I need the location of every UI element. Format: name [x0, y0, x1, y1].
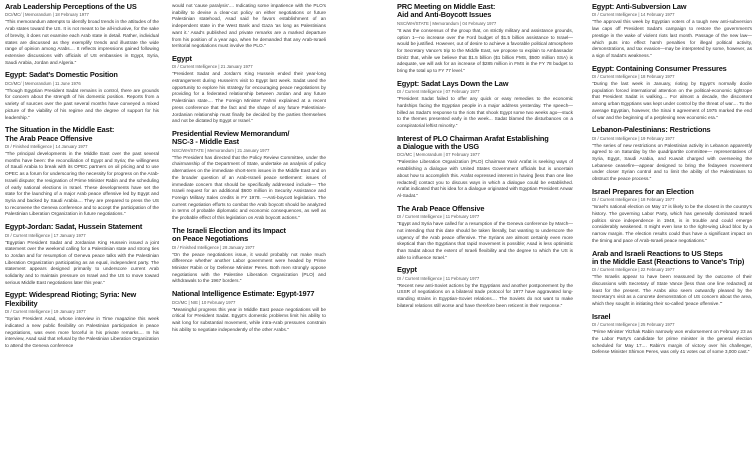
entry-meta: DI / Current Intelligence | 19 January 1977	[5, 309, 86, 315]
entry-body: would not 'cause paralysis'.... Indicating some impatience with the PLO's inability to devise a clear-cut policy on either negotiations or future Palestinian statehood, Asad said he favors establishment of an independent state in the West Bank and Gaza 'as long as Palestinians want it.' Asad's published and private remarks are a marked departure from his position of a year ago, when he demanded that any Arab-Israeli territorial negotiations must involve the PLO."	[172, 3, 326, 49]
entry-title: Egypt: Anti-Subversion Law	[592, 2, 687, 11]
entry-title: Presidential Review Memorandum/ NSC-3 - Middle East	[172, 128, 290, 147]
document-entry	[5, 71, 159, 121]
entry-title: Egypt: Containing Consumer Pressures	[592, 63, 727, 73]
document-entry	[172, 227, 326, 285]
entry-meta: DI / Current Intelligence | 18 February 1977	[592, 197, 675, 203]
entry-body: "The series of new restrictions on Palestinian activity in Lebanon apparently agreed to on Saturday by the quadripartite committee— representatives of Syria, Egypt, Saudi Arabia, and Kuwait charged with overseeing the Lebanese ceasefire—appear designed to bring the fedayeen movement under closer Syrian control and to limit the ability of the Palestinians to obstruct the peace process."	[592, 142, 752, 182]
column-4	[592, 3, 752, 361]
entry-meta: DI / Current Intelligence | 07 February 1977	[397, 89, 480, 95]
entry-body: "Prime Minister Yitzhak Rabin narrowly won endorsement on February 23 as the Labor Party's candidate for prime minister in the general election scheduled for May 17.... Rabin's margin of victory over his challenger, Defense Minister Shimon Peres, was only 41 votes out of some 3,000 cast."	[592, 329, 752, 355]
entry-title: National Intelligence Estimate: Egypt-1977	[172, 289, 315, 299]
entry-body: "Palestine Liberation Organization (PLO) Chairman Yasir Arafat is seeking ways of establishing a dialogue with United States Government officials but is uncertain about how to accomplish this. Arafat expressed interest in having [less than one line redacted] contact you to discuss ways in which a dialogue could be established. Arafat indicated that his idea for a dialogue originated with Egyptian President Anwar Al-Sadat."	[397, 159, 573, 198]
entry-meta: DI / Current Intelligence | 25 February 1977	[592, 322, 675, 328]
entry-title: Israel	[592, 311, 611, 321]
entry-title: Egypt-Jordan: Sadat, Hussein Statement	[5, 222, 143, 232]
entry-body: "During the last week in January, rioting by Egypt's normally docile population forced international attention on the political-economic tightrope that President Sadat is walking.... For almost a decade, the discontent among urban Egyptians was kept under control by the threat of war.... To the average Egyptian, however, the Sinai II agreement of 1975 marked the end of war and the beginning of a perplexing new economic era."	[592, 81, 752, 120]
document-entry	[397, 80, 573, 130]
entry-body: "Syrian President Asad, whose interview in Time magazine this week indicated a new public flexibility on Palestinian participation in peace negotiations, was even more forceful in his private remarks.... In his interview, Asad said that refusal by the Palestinian Liberation Organization to attend the Geneva conference	[5, 316, 159, 349]
entry-body: "The approval this week by Egyptian voters of a tough new anti-subversion law caps off President Sadat's campaign to restore the government's prestige in the wake of violent riots last month. Passage of the new law—which puts into effect harsh penalties for illegal political activity, demonstrations, and tax evasion—may be interpreted by some, however, as a sign of Sadat's weakness."	[592, 19, 752, 58]
entry-title: Lebanon-Palestinians: Restrictions	[592, 125, 711, 135]
document-entry	[592, 65, 752, 122]
document-entry	[5, 126, 159, 218]
entry-meta: DCI/MC | NIE | 10 February 1977	[172, 299, 236, 305]
entry-body: "President Sadat failed to offer any quick or easy remedies to the economic hardships facing the Egyptian people in a major address yesterday. The speech—billed as Sadat's response to the riots that shook Egypt some two weeks ago—stuck to the themes presented early in the week... Sadat blamed the disturbances on a conspiratorial leftist minority."	[397, 96, 573, 128]
document-entry	[592, 3, 752, 60]
document-entry	[592, 188, 752, 245]
entry-title: Interest of PLO Chairman Arafat Establishing a Dialogue with the USG	[397, 133, 549, 152]
entry-title: Egypt: Sadat's Domestic Position	[5, 70, 118, 80]
document-entry	[592, 313, 752, 356]
entry-title: The Arab Peace Offensive	[397, 203, 485, 213]
entry-body: "On the peace negotiations issue, it would probably not make much difference whether another Labor government were headed by Prime Minister Rabin or by Defense Minister Peres. Both men strongly oppose negotiations with the Palestine Liberation Organization (PLO) and withdrawals to the 1967 borders."	[172, 251, 326, 284]
entry-title: PRC Meeting on Middle East: Aid and Anti-Boycott Issues	[397, 2, 496, 20]
entry-body: "Meaningful progress this year in Middle East peace negotiations will be critical for President Sadat. Egypt's domestic problems limit his ability to wait long for substantial movement, while intra-Arab pressures constrain his ability to negotiate independently of the other Arabs."	[172, 306, 326, 332]
column-3	[397, 3, 573, 315]
entry-meta: DI / Current Intelligence | 14 February 1977	[592, 12, 675, 18]
entry-body: "President Sadat and Jordan's King Hussein ended their year-long estrangement during Hussein's visit to Egypt last week. Sadat used the opportunity to explore his strategy for encouraging peace negotiations by providing for a federated relationship between Jordan and any future Palestinian state.... The Foreign Minister Fahmi explained at a recent press conference that the fact and the shape of any future Palestinian-Jordanian relationship must finally be decided by the parties themselves and not be dictated by Egypt or Israel."	[172, 71, 326, 124]
entry-meta: DI / Current Intelligence | 18 February 1977	[592, 74, 675, 80]
document-entry	[397, 3, 573, 75]
document-entry	[592, 250, 752, 308]
entry-meta: DI / Current Intelligence | 22 February 1977	[592, 267, 675, 273]
entry-meta: DCI/MC/ | Memorandum | 18 February 1977	[5, 12, 89, 18]
document-entry	[397, 135, 573, 200]
entry-body: "Though Egyptian President Sadat remains in control, there are grounds for concern about the strength of his domestic position. Reports from a variety of sources over the past several months have conveyed a mixed picture of the viability of his regime and the degree of support for his leadership."	[5, 87, 159, 120]
document-entry	[172, 55, 326, 125]
entry-title: Egypt	[172, 53, 192, 63]
entry-meta: NSC/WH/STATE | Memorandum | 21 January 1977	[172, 147, 270, 153]
entry-body: "This memorandum attempts to identify broad trends in the attitudes of the Arab states toward the US. It is not meant to be all-inclusive, for the sake of brevity, it does not examine each Arab state in detail. Rather, individual states are discussed as they exemplify trends and illustrate the wide range of opinion among Arabs.... It reflects impressions gained following extensive discussions with officials of US embassies in Egypt, Syria, Saudi Arabia, Jordan and Algeria."	[5, 19, 159, 65]
entry-body: "Egypt and Syria have called for a resumption of the Geneva conference by March—not intending that this date should be taken literally, but wanting to underscore the urgency of the Arab peace offensive. The Syrians are almost certainly even more skeptical than the Egyptians that rapid movement is possible; Asad is less optimistic than Sadat about the extent of Israeli flexibility and the degree to which the US is able to influence Israel."	[397, 221, 573, 260]
entry-body: "The President has directed that the Policy Review Committee, under the chairmanship of the Department of State, undertake an analysis of policy alternatives on the immediate short-term issues in the Middle East and on the broader question of an Arab-Israeli peace settlement: issues of immediate concern that should be specifically addressed include— The Israeli request for an additional $600 million in Security Assistance and Foreign Military Sales credits in FY 1978. —Anti-boycott legislation. The current negotiation efforts to combat the Arab boycott should be analyzed in terms of probable diplomatic and economic consequences, as well as the probable effect of this legislation on Arab boycott actions."	[172, 154, 326, 221]
entry-meta: DI / Current Intelligence | 11 February 1977	[397, 275, 480, 281]
entry-title: Egypt: Sadat Lays Down the Law	[397, 78, 509, 88]
document-entry	[397, 266, 573, 309]
document-entry	[397, 205, 573, 262]
document-entry	[592, 126, 752, 183]
entry-title: Egypt	[397, 265, 417, 275]
document-entry	[5, 3, 159, 66]
entry-meta: DCI/MC | Memorandum | 07 February 1977	[397, 152, 480, 158]
entry-body: "The principal developments in the Middle East over the past several months have been: the reconciliation of Egypt and Syria; the willingness of Saudi Arabia to break with its OPEC partners on oil pricing and to use OPEC as a forum for underscoring the necessity for progress on the Arab-Israeli dispute; the resignation of Prime Minister Rabin and the scheduling of early national elections in Israel. These developments have set the state for the launching of a major Arab peace offensive led by Egypt and Syria and backed by Saudi Arabia.... They are prepared to press the US to reconvene the Geneva conference and to accept the participation of the Palestinian Liberation Organization in future negotiations."	[5, 151, 160, 217]
document-entry	[172, 3, 326, 50]
entry-title: The Situation in the Middle East: The Arab Peace Offensive	[5, 125, 115, 143]
entry-body: "It was the consensus of the group that, on strictly military and assistance grounds, option 1—no increase over the Ford budget of $1.5 billion assistance to Israel—would be justified. However, out of desire to achieve a favorable political atmosphere for Secretary Vance's trip to the Middle East, we propose to explain to Ambassador Dinitz that, while we believe that $1.5 billion ($1 billion FMS, $500 million SSA) is adequate, we will ask for an increase of $285 million in FMS in the FY 78 budget to bring the total up to FY 77 level."	[397, 27, 573, 74]
entry-body: "Recent new anti-Soviet actions by the Egyptians and another postponement by the USSR of negotiations on a bilateral trade protocol for 1977 have aggravated long-standing strains in Egyptian-Soviet relations.... The Soviets do not want to make bilateral relations still worse and have therefore been reticent in their response."	[397, 282, 573, 308]
entry-body: "Israel's national election on May 17 is likely to be the closest in the country's history. The governing Labor Party, which has generally dominated Israeli politics since independence in 1948, is in trouble and could emerge considerably weakened. It might even lose to the right-wing Likud bloc by a narrow margin. The election results could thus have a significant impact on the timing and pace of Arab-Israeli peace negotiations."	[592, 204, 752, 243]
entry-body: "Egyptian President Sadat and Jordanian King Hussein issued a joint statement over the weekend calling for a Palestinian state and strong ties to Jordan and for resumption of Geneva peace talks with the Palestinian Liberation Organization participating as an equal, independent party. The statement appears designed primarily to underscore current Arab solidarity and to maintain pressure on Israel and the US to move toward serious Middle East negotiations later this year."	[5, 239, 159, 285]
entry-body: "The Israelis appear to have been reassured by the outcome of their discussions with Secretary of State Vance [less than one line redacted] at least for the present. The Arabs also seem outwardly pleased by the Secretary's visit as a concrete demonstration of US concern about the area, which they sought in initiating their so-called 'peace offensive.'"	[592, 274, 752, 307]
entry-meta: DI / Current Intelligence | 21 January 1977	[172, 64, 253, 70]
entry-title: The Israeli Election and its Impact on Peace Negotiations	[172, 225, 286, 244]
entry-meta: DI / Current Intelligence | 19 February 1977	[592, 135, 675, 141]
entry-meta: NSC/WH/STATE | Memorandum | 04 February 1977	[397, 20, 497, 26]
entry-title: Egypt: Widespread Rioting; Syria: New Flexibility	[5, 290, 137, 308]
entry-meta: DI / Current Intelligence | 11 February 1977	[397, 214, 480, 220]
entry-title: Israel Prepares for an Election	[592, 186, 694, 196]
document-entry	[5, 291, 159, 349]
entry-title: Arab and Israeli Reactions to US Steps in the Middle East (Reactions to Vance's Trip)	[592, 248, 745, 266]
entry-title: Arab Leadership Perceptions of the US	[5, 2, 137, 11]
column-2	[172, 3, 326, 338]
entry-meta: DI / Current Intelligence | 17 January 1977	[5, 232, 86, 238]
entry-meta: DI / Finished Intelligence | 28 January 1977	[172, 244, 255, 250]
entry-meta: DCI/MC/ | Memorandum | 11 June 1976	[5, 80, 81, 86]
column-1	[5, 3, 159, 355]
document-entry	[172, 290, 326, 333]
entry-meta: DI / Finished Intelligence | 14 January 1977	[5, 144, 88, 150]
document-entry	[172, 130, 326, 222]
document-entry	[5, 223, 159, 286]
